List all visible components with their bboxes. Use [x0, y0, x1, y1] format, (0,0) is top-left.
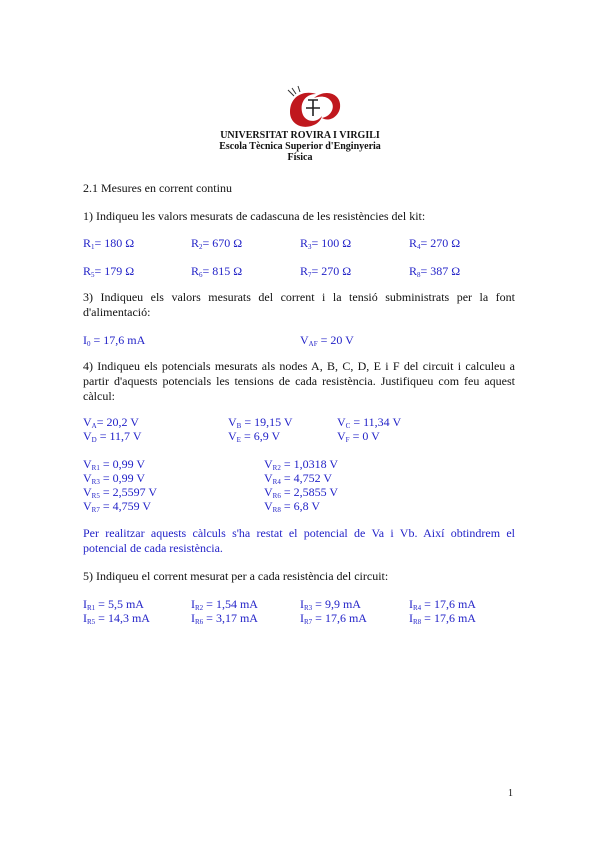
- question-5: 5) Indiqueu el corrent mesurat per a cada resistència del circuit:: [83, 569, 389, 583]
- resistor-voltage-row-2: [83, 471, 523, 485]
- question-3: 3) Indiqueu els valors mesurats del corrent i la tensió subministrats per la font d'alimentació:: [83, 290, 515, 319]
- value-item: $V_{R5} = 2,5597$ V: [83, 485, 158, 500]
- value-item: $I_{R1} = 5,5$ mA: [83, 597, 144, 612]
- value-item: $V_{R8} = 6,8$ V: [264, 499, 321, 514]
- resistor-voltage-row-1: [83, 457, 523, 471]
- value-item: $V_A= 20,2$ V: [83, 415, 139, 430]
- subject-name: Física: [287, 152, 313, 163]
- value-item: $I_{R7} = 17,6$ mA: [300, 611, 367, 626]
- value-item: $I_0 = 17,6$ mA: [83, 333, 146, 348]
- resistor-voltage-row-4: [83, 499, 523, 513]
- question-4: 4) Indiqueu els potencials mesurats als nodes A, B, C, D, E i F del circuit i calculeu a partir d'aquests potencials les tensions de cada resistència. Justifiqueu com feu aquest càlcul:: [83, 359, 515, 403]
- university-logo-icon: [282, 82, 346, 130]
- value-item: $V_{R2} = 1,0318$ V: [264, 457, 339, 472]
- school-name: Escola Tècnica Superior d'Enginyeria: [219, 141, 381, 152]
- source-values-row: [83, 333, 523, 347]
- value-item: $R_8= 387$ Ω: [409, 264, 461, 279]
- value-item: $I_{R6} = 3,17$ mA: [191, 611, 258, 626]
- value-item: $V_{R4} = 4,752$ V: [264, 471, 333, 486]
- value-item: $R_6= 815$ Ω: [191, 264, 243, 279]
- value-item: $V_{R1} = 0,99$ V: [83, 457, 146, 472]
- value-item: $I_{R3} = 9,9$ mA: [300, 597, 361, 612]
- page-number: 1: [508, 788, 513, 799]
- section-title: 2.1 Mesures en corrent continu: [83, 181, 232, 195]
- value-item: $V_D = 11,7$ V: [83, 429, 142, 444]
- value-item: $V_{R6} = 2,5855$ V: [264, 485, 339, 500]
- value-item: $V_{AF} = 20$ V: [300, 333, 354, 348]
- node-potentials-row-1: [83, 415, 523, 429]
- value-item: $R_4= 270$ Ω: [409, 236, 461, 251]
- value-item: $I_{R8} = 17,6$ mA: [409, 611, 476, 626]
- resistance-row-1: [83, 236, 523, 250]
- question-1: 1) Indiqueu les valors mesurats de cadascuna de les resistències del kit:: [83, 209, 426, 223]
- resistor-voltage-row-3: [83, 485, 523, 499]
- current-row-1: [83, 597, 523, 611]
- value-item: $I_{R4} = 17,6$ mA: [409, 597, 476, 612]
- node-potentials-row-2: [83, 429, 523, 443]
- value-item: $R_7= 270$ Ω: [300, 264, 352, 279]
- value-item: $R_1= 180$ Ω: [83, 236, 135, 251]
- value-item: $V_{R7} = 4,759$ V: [83, 499, 152, 514]
- value-item: $I_{R2} = 1,54$ mA: [191, 597, 258, 612]
- value-item: $R_2= 670$ Ω: [191, 236, 243, 251]
- value-item: $V_F = 0$ V: [337, 429, 380, 444]
- current-row-2: [83, 611, 523, 625]
- resistance-row-2: [83, 264, 523, 278]
- value-item: $R_3= 100$ Ω: [300, 236, 352, 251]
- university-name: UNIVERSITAT ROVIRA I VIRGILI: [220, 130, 380, 141]
- value-item: $V_{R3} = 0,99$ V: [83, 471, 146, 486]
- value-item: $V_E = 6,9$ V: [228, 429, 281, 444]
- answer-text: Per realitzar aquests càlculs s'ha restat el potencial de Va i Vb. Així obtindrem el potencial de cada resistència.: [83, 526, 515, 555]
- value-item: $V_B = 19,15$ V: [228, 415, 293, 430]
- value-item: $R_5= 179$ Ω: [83, 264, 135, 279]
- value-item: $I_{R5} = 14,3$ mA: [83, 611, 150, 626]
- value-item: $V_C = 11,34$ V: [337, 415, 402, 430]
